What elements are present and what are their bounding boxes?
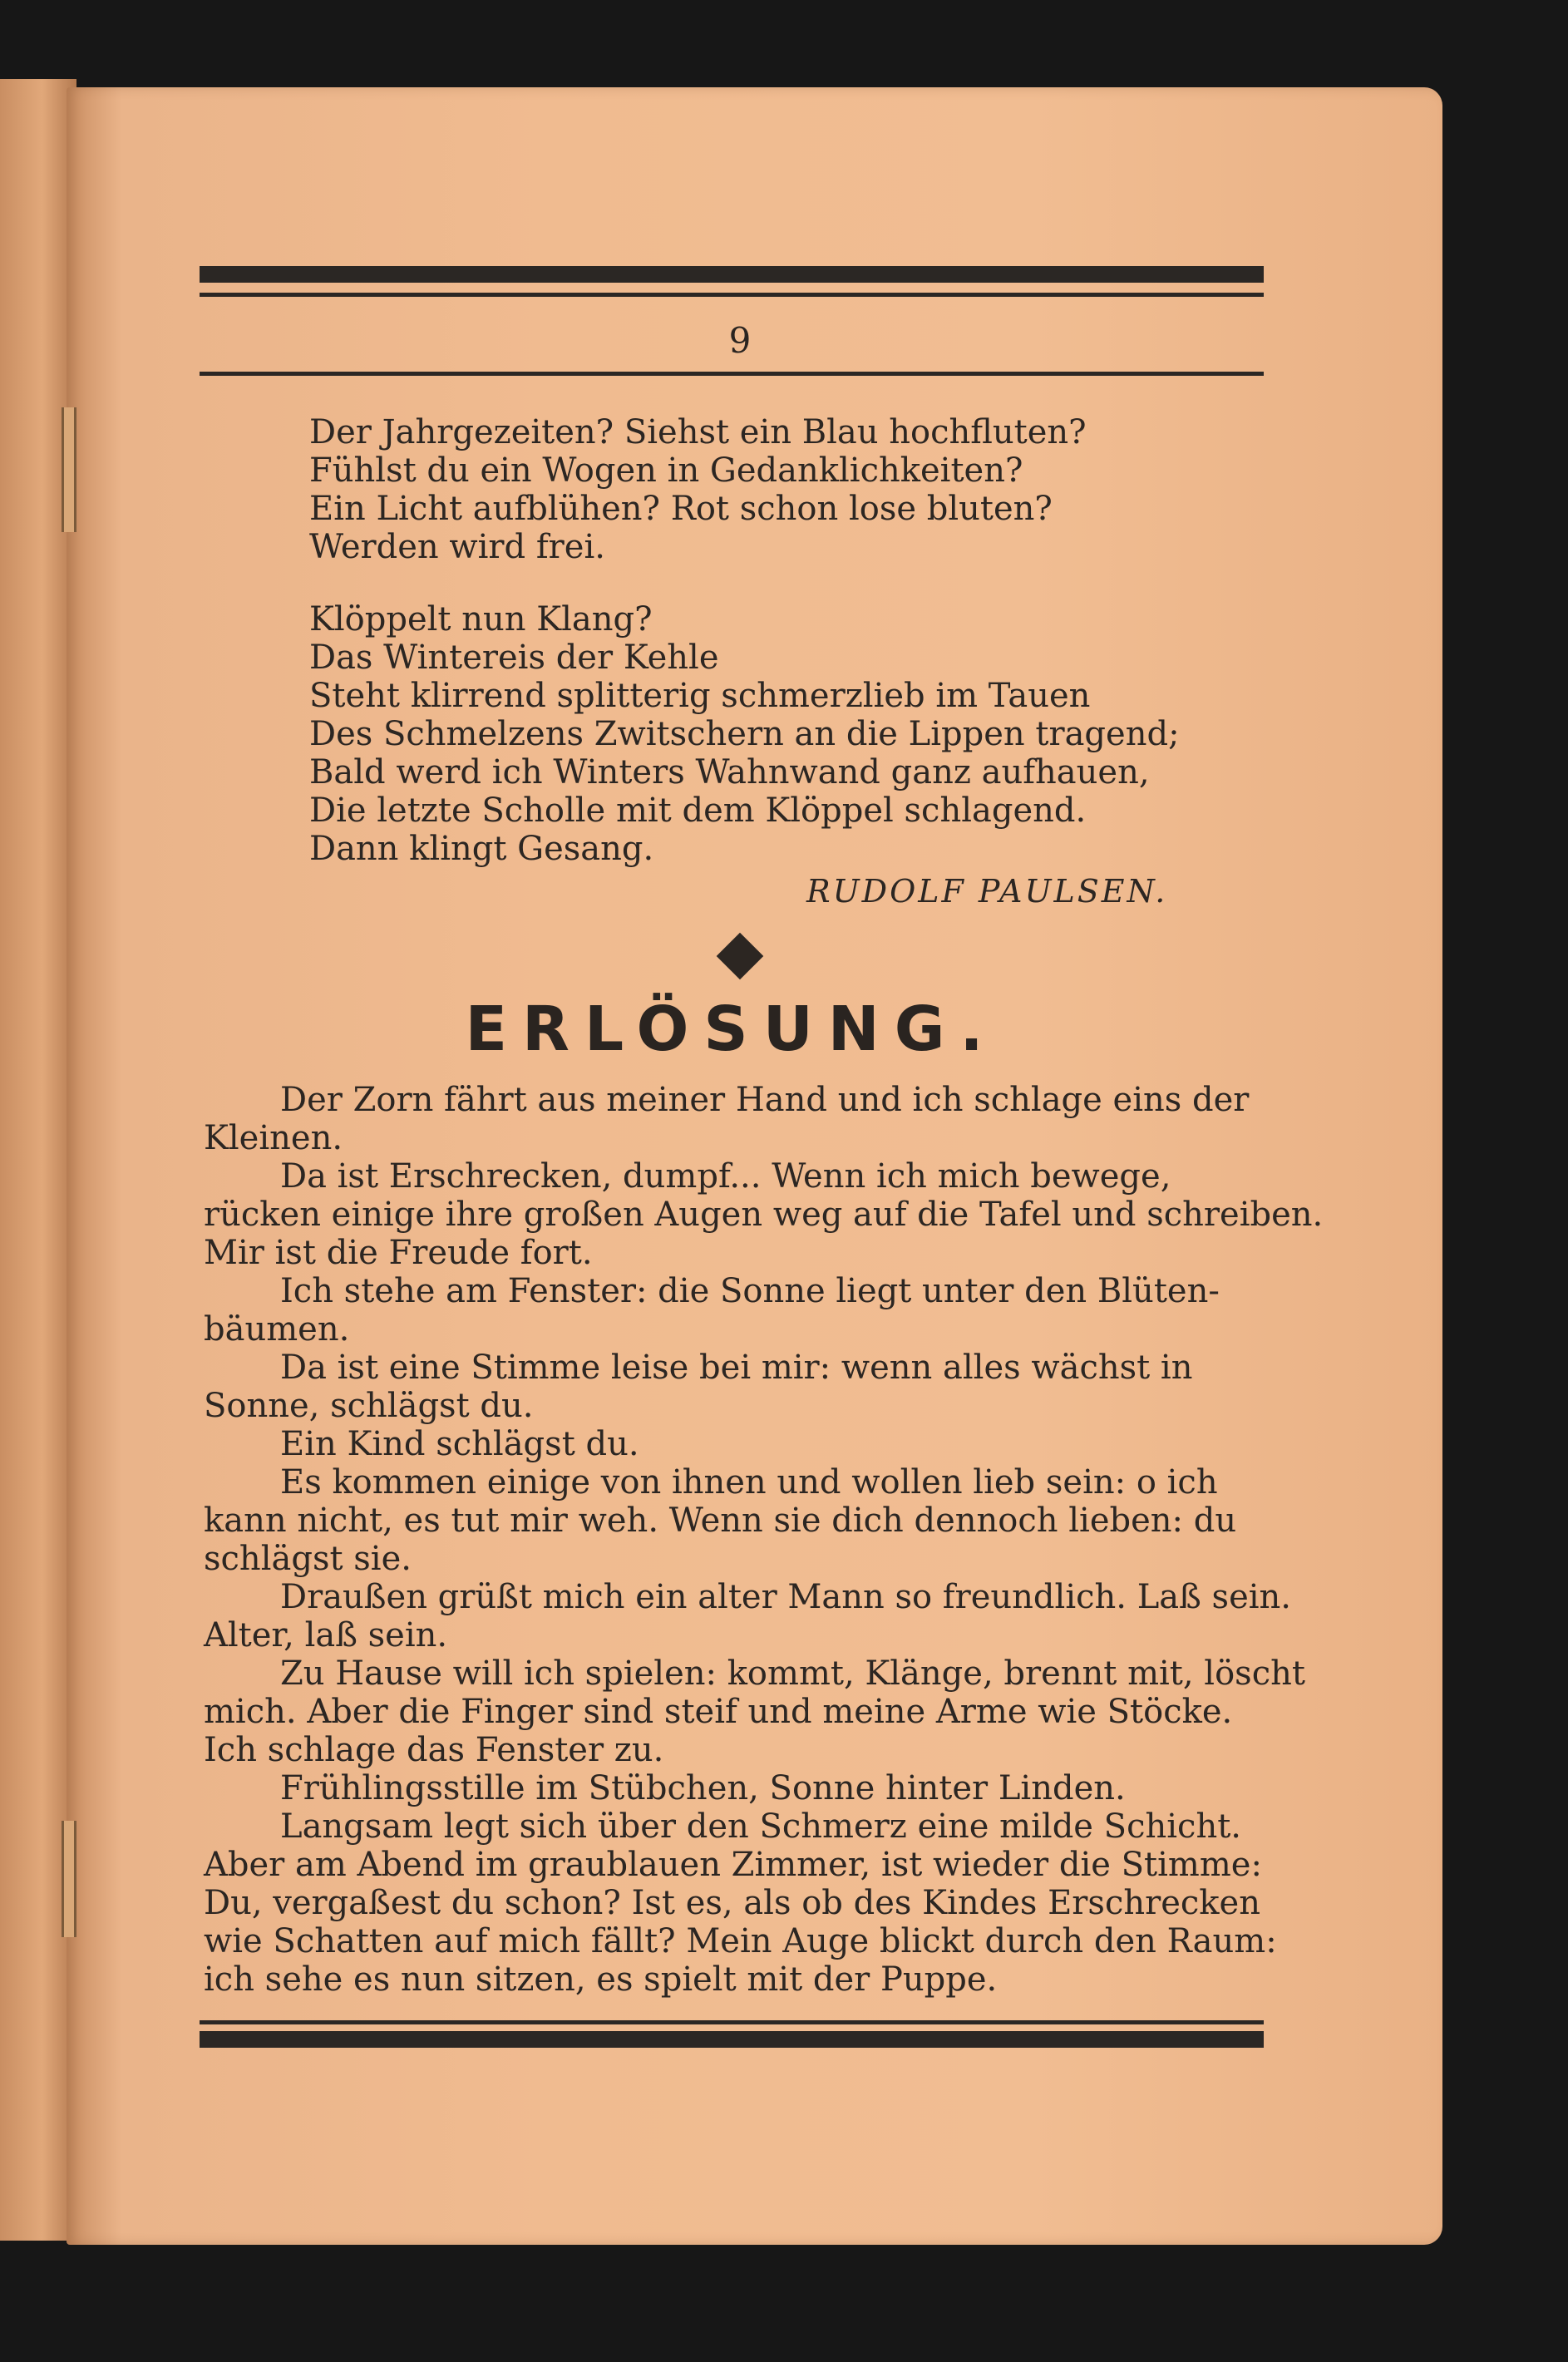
story-line: Ich stehe am Fenster: die Sonne liegt unter den Blüten- <box>280 1272 1220 1310</box>
poem-line: Fühlst du ein Wogen in Gedanklichkeiten? <box>309 451 1023 490</box>
poem-line: Ein Licht aufblühen? Rot schon lose bluten? <box>309 490 1053 528</box>
header-rule-thin <box>200 293 1264 297</box>
footer-rule-thick <box>200 2031 1264 2048</box>
story-line: schlägst sie. <box>204 1540 412 1578</box>
story-line: Kleinen. <box>204 1119 343 1157</box>
story-line: Es kommen einige von ihnen und wollen lieb sein: o ich <box>280 1463 1218 1502</box>
story-line: wie Schatten auf mich fällt? Mein Auge blickt durch den Raum: <box>204 1922 1277 1960</box>
story-line: mich. Aber die Finger sind steif und meine Arme wie Stöcke. <box>204 1693 1233 1731</box>
poem-line: Das Wintereis der Kehle <box>309 639 719 677</box>
poem-line: Des Schmelzens Zwitschern an die Lippen tragend; <box>309 715 1180 753</box>
story-line: Ich schlage das Fenster zu. <box>204 1731 664 1769</box>
story-line: Der Zorn fährt aus meiner Hand und ich schlage eins der <box>280 1081 1250 1119</box>
story-line: Alter, laß sein. <box>204 1616 448 1654</box>
story-line: Ein Kind schlägst du. <box>280 1425 639 1463</box>
story-line: Da ist eine Stimme leise bei mir: wenn alles wächst in <box>280 1349 1193 1387</box>
poem-author: RUDOLF PAULSEN. <box>806 873 1168 910</box>
binding-stitch <box>62 1821 76 1937</box>
page-number: 9 <box>728 320 752 361</box>
poem-line: Steht klirrend splitterig schmerzlieb im Tauen <box>309 677 1091 715</box>
story-line: ich sehe es nun sitzen, es spielt mit der Puppe. <box>204 1960 998 1999</box>
story-line: Zu Hause will ich spielen: kommt, Klänge, brennt mit, löscht <box>280 1654 1305 1693</box>
header-rule-lower <box>200 372 1264 376</box>
binding-stitch <box>62 407 76 532</box>
poem-line: Werden wird frei. <box>309 528 605 566</box>
poem-line: Klöppelt nun Klang? <box>309 600 653 639</box>
story-line: Mir ist die Freude fort. <box>204 1234 593 1272</box>
story-line: Sonne, schlägst du. <box>204 1387 534 1425</box>
story-line: kann nicht, es tut mir weh. Wenn sie dich dennoch lieben: du <box>204 1502 1237 1540</box>
poem-line: Bald werd ich Winters Wahnwand ganz aufhauen, <box>309 753 1150 791</box>
story-line: Draußen grüßt mich ein alter Mann so freundlich. Laß sein. <box>280 1578 1292 1616</box>
story-line: rücken einige ihre großen Augen weg auf die Tafel und schreiben. <box>204 1196 1324 1234</box>
header-rule-thick <box>200 266 1264 283</box>
story-title: ERLÖSUNG. <box>465 994 998 1065</box>
story-line: Du, vergaßest du schon? Ist es, als ob des Kindes Erschrecken <box>204 1884 1260 1922</box>
story-line: bäumen. <box>204 1310 350 1349</box>
poem-line: Die letzte Scholle mit dem Klöppel schlagend. <box>309 791 1087 830</box>
poem-line: Dann klingt Gesang. <box>309 830 654 868</box>
poem-line: Der Jahrgezeiten? Siehst ein Blau hochfluten? <box>309 413 1087 451</box>
story-line: Langsam legt sich über den Schmerz eine milde Schicht. <box>280 1807 1241 1846</box>
story-line: Frühlingsstille im Stübchen, Sonne hinter Linden. <box>280 1769 1126 1807</box>
footer-rule-thin <box>200 2020 1264 2024</box>
story-line: Da ist Erschrecken, dumpf... Wenn ich mich bewege, <box>280 1157 1171 1196</box>
story-line: Aber am Abend im graublauen Zimmer, ist wieder die Stimme: <box>204 1846 1262 1884</box>
